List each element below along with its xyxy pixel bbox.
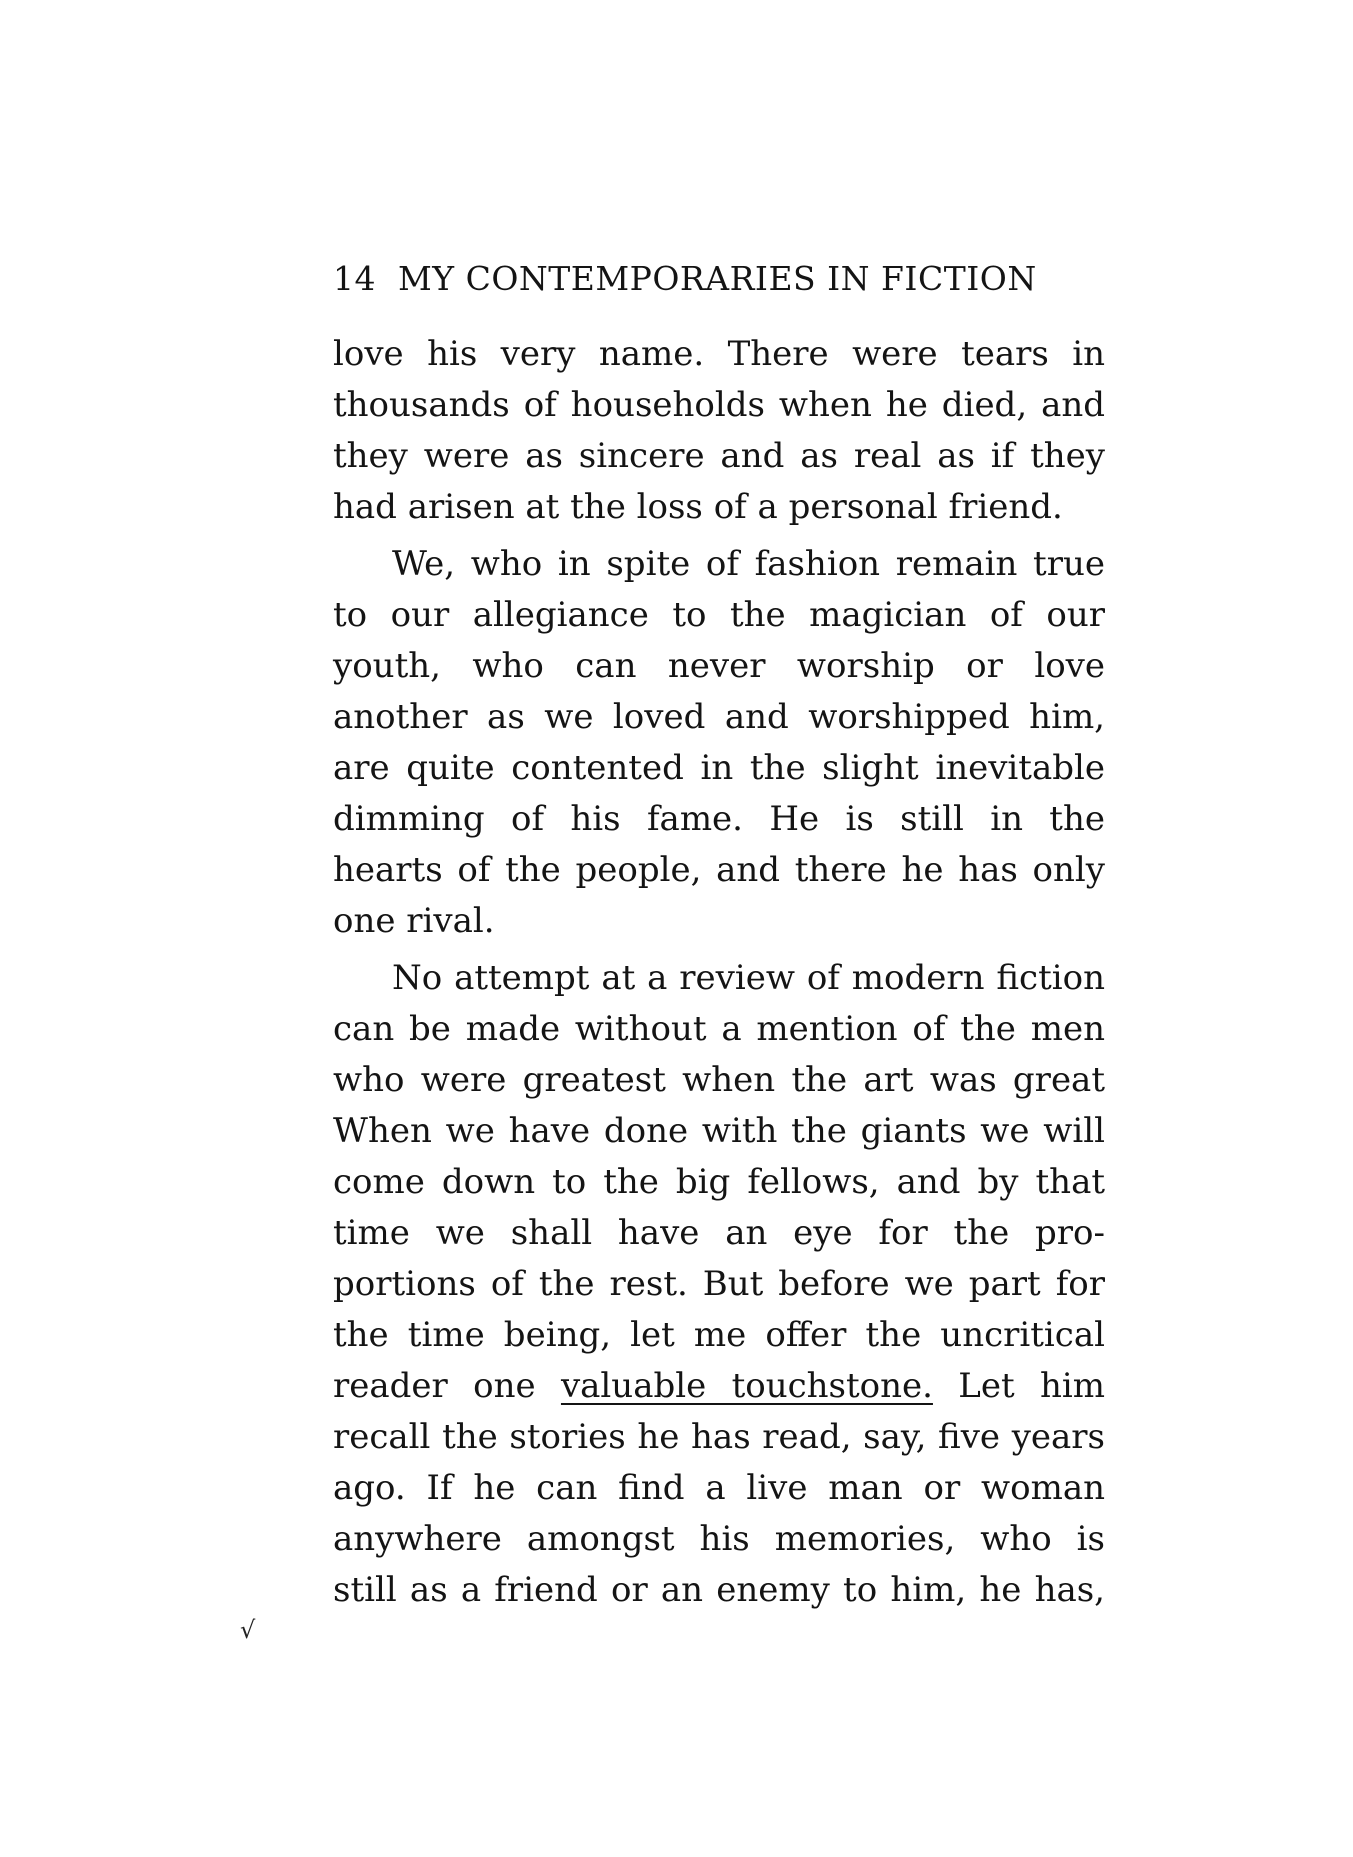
paragraph-1 <box>333 329 1105 533</box>
text-line: ago. If he can find a live man or woman <box>333 1468 1105 1508</box>
text-line: they were as sincere and as real as if they <box>333 436 1105 476</box>
text-segment: Let him <box>932 1366 1105 1406</box>
text-line: No attempt at a review of modern fiction <box>392 958 1105 998</box>
text-line: love his very name. There were tears in <box>333 334 1105 374</box>
text-line-underlined <box>333 1361 1105 1412</box>
text-line: thousands of households when he died, and <box>333 385 1105 425</box>
underlined-phrase: valuable touchstone. <box>560 1366 933 1406</box>
text-line: another as we loved and worshipped him, <box>333 697 1105 737</box>
text-segment: reader one <box>333 1366 561 1406</box>
text-line: anywhere amongst his memories, who is <box>333 1519 1105 1559</box>
text-line: When we have done with the giants we will <box>333 1111 1105 1151</box>
text-line: still as a friend or an enemy to him, he has, <box>333 1570 1105 1610</box>
text-line: portions of the rest. But before we part for <box>333 1264 1105 1304</box>
text-line: We, who in spite of fashion remain true <box>392 544 1105 584</box>
text-line: can be made without a mention of the men <box>333 1009 1105 1049</box>
text-line: the time being, let me offer the uncritical <box>333 1315 1105 1355</box>
text-line: recall the stories he has read, say, five years <box>333 1417 1105 1457</box>
text-line: are quite contented in the slight inevitable <box>333 748 1105 788</box>
running-head-title: MY CONTEMPORARIES IN FICTION <box>398 259 1037 298</box>
paragraph-3 <box>333 953 1105 1616</box>
text-line: who were greatest when the art was great <box>333 1060 1105 1100</box>
text-line: had arisen at the loss of a personal friend. <box>333 487 1063 527</box>
text-line: one rival. <box>333 901 495 941</box>
text-line: time we shall have an eye for the pro- <box>333 1213 1105 1253</box>
text-line: come down to the big fellows, and by that <box>333 1162 1105 1202</box>
paragraph-2 <box>333 539 1105 947</box>
text-line: dimming of his fame. He is still in the <box>333 799 1105 839</box>
body-text <box>333 329 1105 1616</box>
page-number: 14 <box>333 259 376 298</box>
text-line: hearts of the people, and there he has only <box>333 850 1105 890</box>
running-head <box>333 254 1113 304</box>
text-line: youth, who can never worship or love <box>333 646 1105 686</box>
text-line: to our allegiance to the magician of our <box>333 595 1105 635</box>
margin-check-mark: √ <box>240 1616 256 1644</box>
